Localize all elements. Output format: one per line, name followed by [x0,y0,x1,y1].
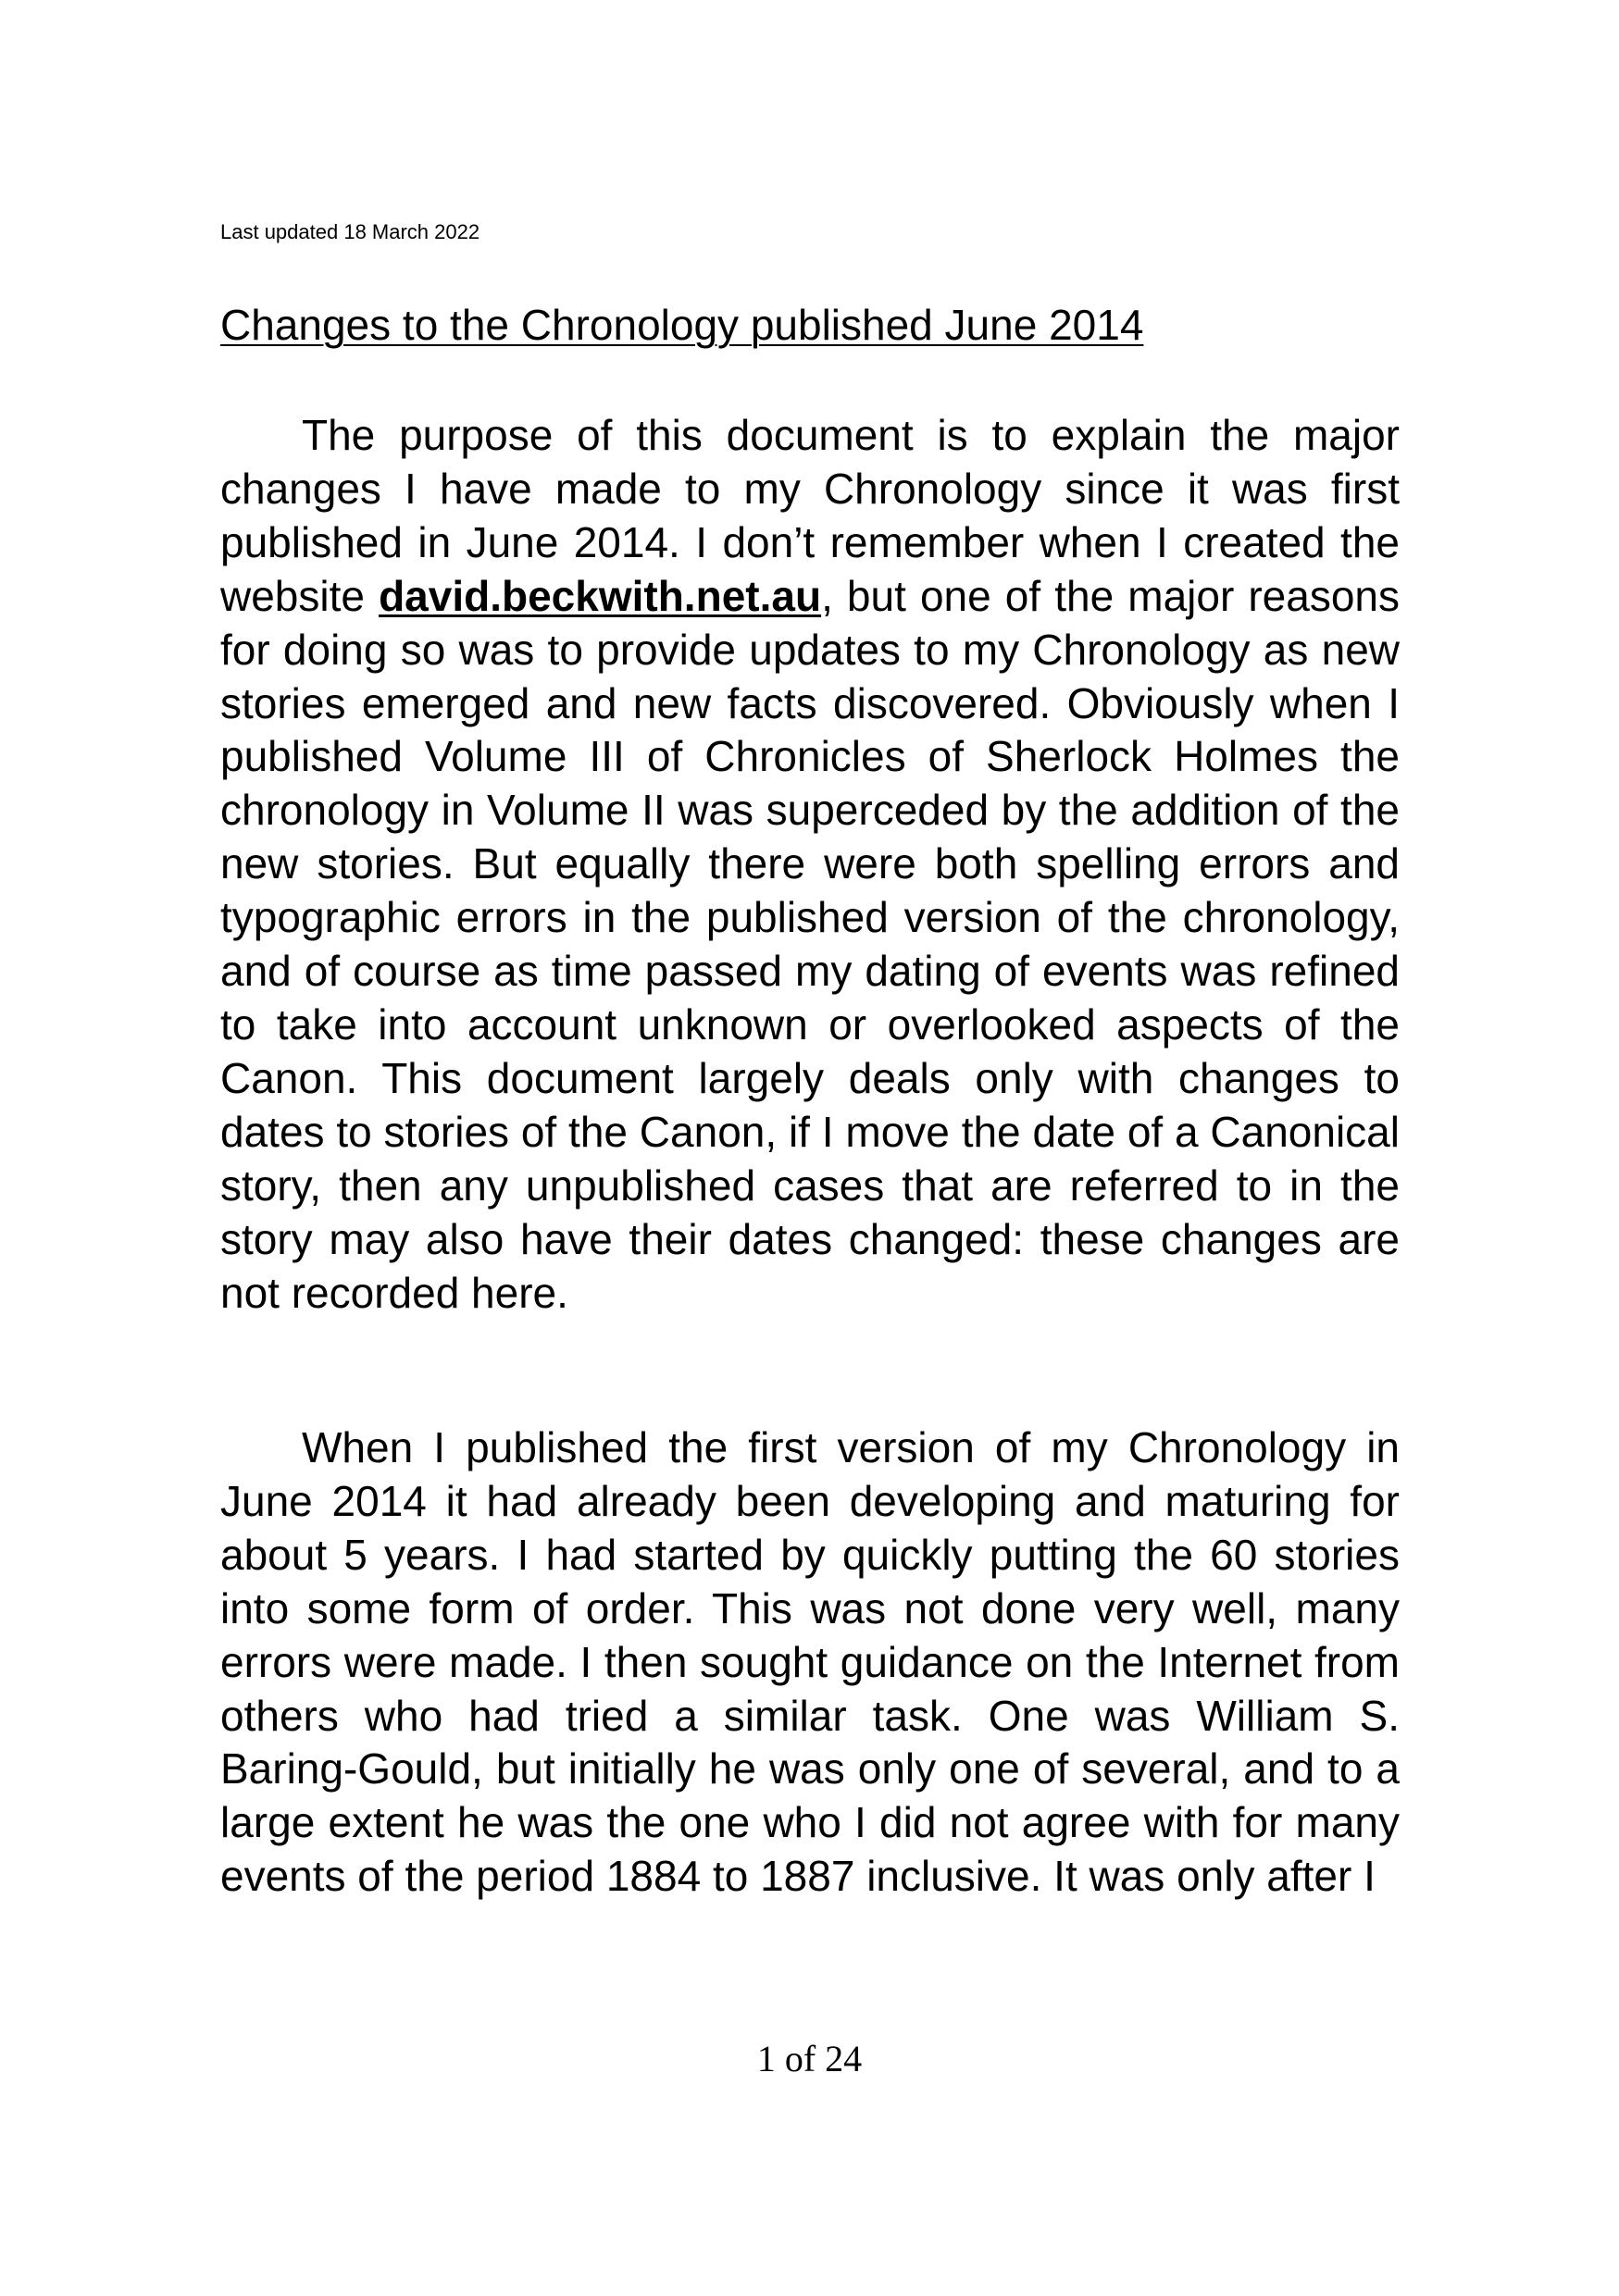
page-number: 1 of 24 [756,2038,863,2079]
paragraph-intro-text-start: The purpose of this document is to explain the major changes I have made to my Chronology since it was first published in June 2014. I don’t remember when I created the website [220,411,1400,620]
website-link[interactable]: david.beckwith.net.au [379,571,822,620]
paragraph-history-text: When I published the first version of my Chronology in June 2014 it had already been developing and maturing for about 5 years. I had started by quickly putting the 60 stories into some form of order. This was not done very well, many errors were made. I then sought guidance on the Internet from others who had tried a similar task. One was William S. Baring-Gould, but initially he was only one of several, and to a large extent he was the one who I did not agree with for many events of the period 1884 to 1887 inclusive. It was only after I [220,1423,1400,1901]
document-title: Changes to the Chronology published June 2014 [220,301,1144,349]
last-updated-note: Last updated 18 March 2022 [220,220,480,243]
paragraph-intro [220,409,1400,1320]
paragraph-history [220,1421,1400,1904]
paragraph-intro-text-end: , but one of the major reasons for doing so was to provide updates to my Chronology as new stories emerged and new facts discovered. Obviously when I published Volume III of Chronicles of Sherlock Holmes the chronology in Volume II was superceded by the addition of the new stories. But equally there were both spelling errors and typographic errors in the published version of the chronology, and of course as time passed my dating of events was refined to take into account unknown or overlooked aspects of the Canon. This document largely deals only with changes to dates to stories of the Canon, if I move the date of a Canonical story, then any unpublished cases that are referred to in the story may also have their dates changed: these changes are not recorded here. [220,571,1401,1317]
